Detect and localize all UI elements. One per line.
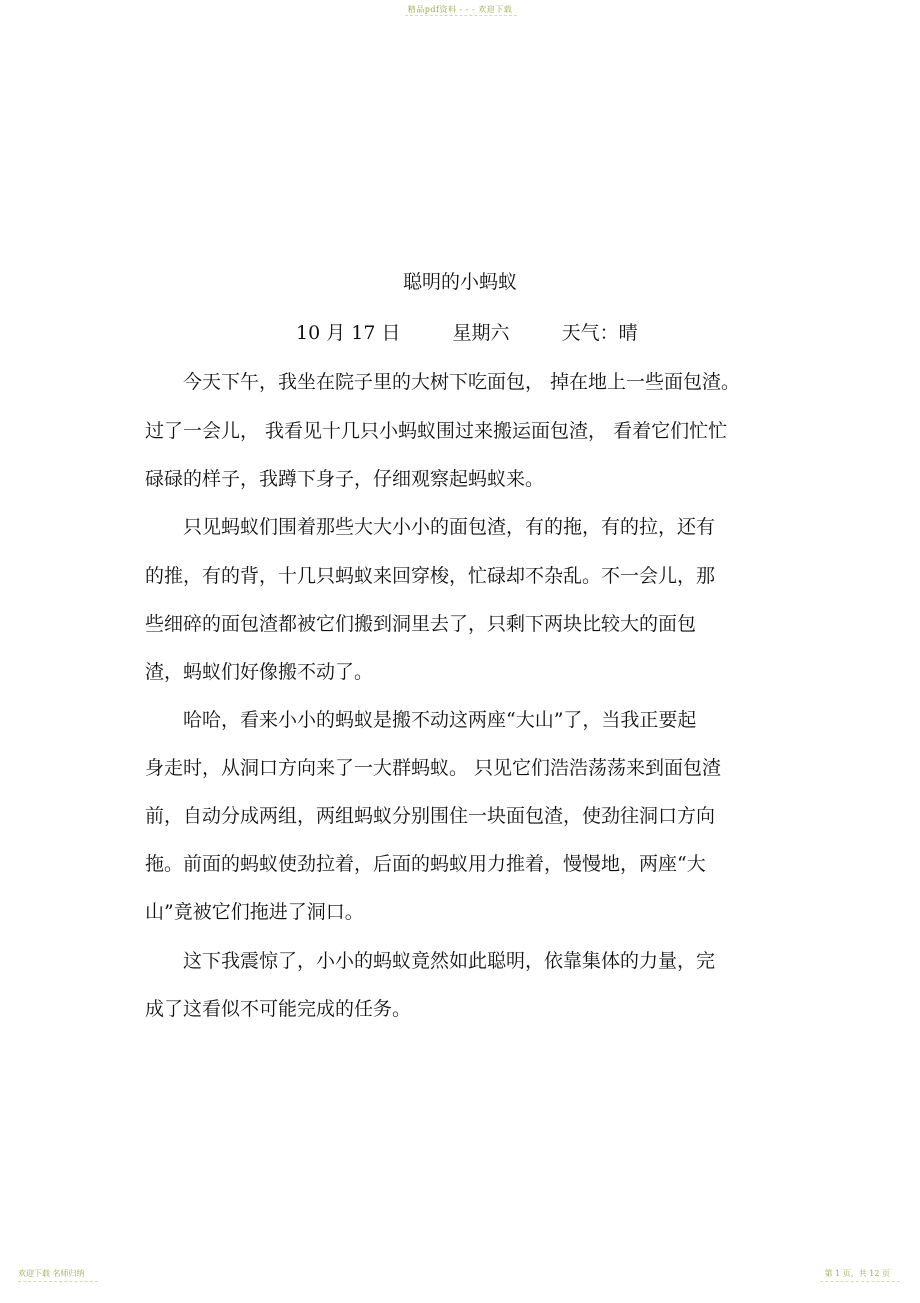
body-line: 过了一会儿， 我看见十几只小蚂蚁围过来搬运面包渣， 看着它们忙忙 [145,420,728,442]
body-line: 碌碌的样子，我蹲下身子，仔细观察起蚂蚁来。 [145,468,545,490]
footer-left-divider [18,1281,98,1282]
body-line: 渣，蚂蚁们好像搬不动了。 [145,661,374,683]
body-line: 山”竟被它们拖进了洞口。 [145,901,364,923]
date-line [296,318,638,345]
weekday-text: 星期六 [452,322,510,344]
body-line: 成了这看似不可能完成的任务。 [145,998,412,1020]
body-line: 今天下午，我坐在院子里的大树下吃面包， 掉在地上一些面包渣。 [145,371,741,393]
date-text: 10 月 17 日 [296,322,401,344]
document-title: 聪明的小蚂蚁 [402,271,517,293]
body-line: 这下我震惊了，小小的蚂蚁竟然如此聪明，依靠集体的力量，完 [145,950,716,972]
body-line: 前，自动分成两组，两组蚂蚁分别围住一块面包渣，使劲往洞口方向 [145,805,716,827]
header-divider [405,15,517,16]
body-line: 只见蚂蚁们围着那些大大小小的面包渣，有的拖，有的拉，还有 [145,516,716,538]
body-line: 哈哈，看来小小的蚂蚁是搬不动这两座“大山”了，当我正要起 [145,709,697,731]
weather-text: 天气：晴 [561,322,638,344]
body-line: 的推，有的背，十几只蚂蚁来回穿梭，忙碌却不杂乱。不一会儿，那 [145,565,716,587]
page-header-watermark: 精品pdf资料 - - - 欢迎下载 [407,5,513,14]
body-line: 身走时，从洞口方向来了一大群蚂蚁。 只见它们浩浩荡荡来到面包渣 [145,757,722,779]
page-number: 第 1 页，共 12 页 [824,1269,890,1278]
body-line: 拖。前面的蚂蚁使劲拉着，后面的蚂蚁用力推着，慢慢地，两座“大 [145,853,706,875]
footer-left-text: 欢迎下载 名师归纳 [18,1269,85,1278]
body-line: 些细碎的面包渣都被它们搬到洞里去了，只剩下两块比较大的面包 [145,613,697,635]
footer-right-divider [820,1281,900,1282]
